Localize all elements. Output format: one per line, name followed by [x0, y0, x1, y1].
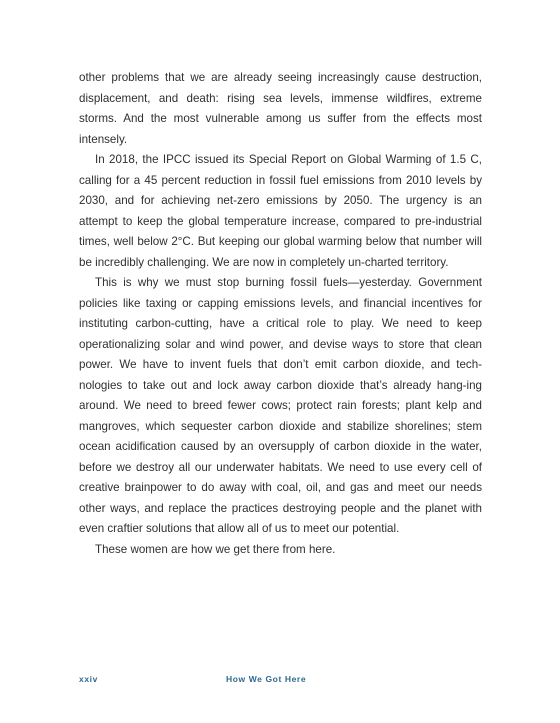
paragraph-closing: These women are how we get there from here.: [95, 542, 336, 556]
body-text: [79, 68, 482, 560]
running-title: How We Got Here: [226, 674, 307, 684]
page-number: xxiv: [79, 674, 98, 684]
paragraph-stop-fossil-fuels: This is why we must stop burning fossil fuels—yesterday. Government policies like taxing or capping emissions levels, and financial incentives for instituting carbon-cutting, have a critical role to play. We need to keep operationalizing solar and wind power, and devise ways to store that clean power. We have to invent fuels that don’t emit carbon dioxide, and tech-nologies to take out and lock away carbon dioxide that’s already hang-ing around. We need to breed fewer cows; protect rain forests; plant kelp and mangroves, which sequester carbon dioxide and stabilize shorelines; stem ocean acidification caused by an oversupply of carbon dioxide in the water, before we destroy all our underwater habitats. We need to use every cell of creative brainpower to do away with coal, oil, and gas and meet our needs other ways, and replace the practices destroying people and the planet with even craftier solutions that allow all of us to meet our potential.: [79, 276, 482, 535]
paragraph-ipcc-report: In 2018, the IPCC issued its Special Report on Global Warming of 1.5 C, calling for a 45 percent reduction in fossil fuel emissions from 2010 levels by 2030, and for achieving net-zero emissions by 2050. The urgency is an attempt to keep the global temperature increase, compared to pre-industrial times, well below 2°C. But keeping our global warming below that number will be incredibly challenging. We are now in completely un-charted territory.: [79, 153, 482, 269]
paragraph-continued: other problems that we are already seeing increasingly cause destruction, displacement, and death: rising sea levels, immense wildfires, extreme storms. And the most vulnerable among us suffer from the effects most intensely.: [79, 71, 482, 146]
